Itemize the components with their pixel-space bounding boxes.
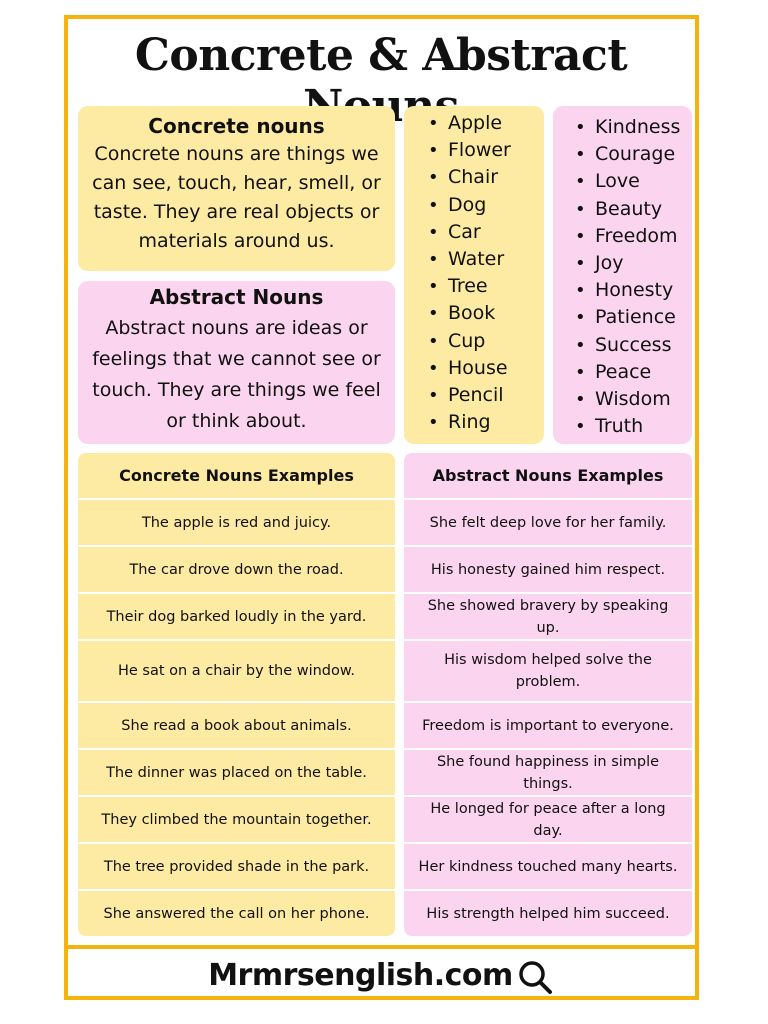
concrete-word-item: • Flower [426, 137, 544, 164]
abstract-word-item: • Freedom [573, 223, 692, 250]
concrete-example-row: The car drove down the road. [78, 545, 395, 592]
concrete-word-item: • Dog [426, 192, 544, 219]
concrete-word-list [426, 110, 544, 436]
abstract-example-row: His honesty gained him respect. [404, 545, 692, 592]
abstract-example-row: She felt deep love for her family. [404, 498, 692, 545]
concrete-example-row: Their dog barked loudly in the yard. [78, 592, 395, 639]
abstract-word-item: • Kindness [573, 114, 692, 141]
concrete-word-list-card [404, 106, 544, 444]
search-icon [517, 959, 555, 997]
abstract-definition: Abstract nouns are ideas or feelings that we cannot see or touch. They are things we feel or think about. [92, 317, 381, 432]
concrete-word-item: • Book [426, 300, 544, 327]
concrete-definition-card [78, 106, 395, 271]
abstract-examples-table [404, 453, 692, 936]
concrete-heading: Concrete nouns [148, 114, 325, 138]
page-title: Concrete & Abstract [134, 30, 628, 81]
concrete-example-row: The apple is red and juicy. [78, 498, 395, 545]
abstract-word-item: • Success [573, 332, 692, 359]
concrete-example-row: The tree provided shade in the park. [78, 842, 395, 889]
abstract-word-item: • Truth [573, 413, 692, 440]
abstract-examples-header: Abstract Nouns Examples [404, 453, 692, 498]
abstract-word-item: • Courage [573, 141, 692, 168]
abstract-word-item: • Joy [573, 250, 692, 277]
concrete-example-row: The dinner was placed on the table. [78, 748, 395, 795]
abstract-example-row: She found happiness in simple things. [404, 748, 692, 795]
concrete-examples-header: Concrete Nouns Examples [78, 453, 395, 498]
concrete-word-item: • Tree [426, 273, 544, 300]
abstract-word-item: • Love [573, 168, 692, 195]
concrete-word-item: • House [426, 355, 544, 382]
abstract-example-row: His wisdom helped solve the problem. [404, 639, 692, 701]
concrete-definition: Concrete nouns are things we can see, touch, hear, smell, or taste. They are real objects or materials around us. [92, 143, 381, 252]
concrete-example-row: They climbed the mountain together. [78, 795, 395, 842]
abstract-word-item: • Wisdom [573, 386, 692, 413]
abstract-word-item: • Patience [573, 304, 692, 331]
concrete-word-item: • Car [426, 219, 544, 246]
concrete-example-row: She answered the call on her phone. [78, 889, 395, 936]
abstract-word-list [573, 114, 692, 440]
concrete-word-item: • Ring [426, 409, 544, 436]
abstract-word-item: • Beauty [573, 196, 692, 223]
footer [66, 945, 697, 1001]
concrete-example-row: She read a book about animals. [78, 701, 395, 748]
abstract-word-item: • Honesty [573, 277, 692, 304]
concrete-word-item: • Pencil [426, 382, 544, 409]
concrete-word-item: • Cup [426, 328, 544, 355]
concrete-word-item: • Water [426, 246, 544, 273]
footer-site-name: Mrmrsenglish.com [208, 957, 513, 993]
abstract-definition-card [78, 281, 395, 444]
concrete-examples-table [78, 453, 395, 936]
abstract-example-row: He longed for peace after a long day. [404, 795, 692, 842]
abstract-example-row: Freedom is important to everyone. [404, 701, 692, 748]
abstract-example-row: His strength helped him succeed. [404, 889, 692, 936]
abstract-example-row: She showed bravery by speaking up. [404, 592, 692, 639]
abstract-heading: Abstract Nouns [149, 285, 324, 309]
abstract-example-row: Her kindness touched many hearts. [404, 842, 692, 889]
concrete-word-item: • Chair [426, 164, 544, 191]
abstract-word-list-card [553, 106, 692, 444]
concrete-word-item: • Apple [426, 110, 544, 137]
concrete-example-row: He sat on a chair by the window. [78, 639, 395, 701]
abstract-word-item: • Peace [573, 359, 692, 386]
